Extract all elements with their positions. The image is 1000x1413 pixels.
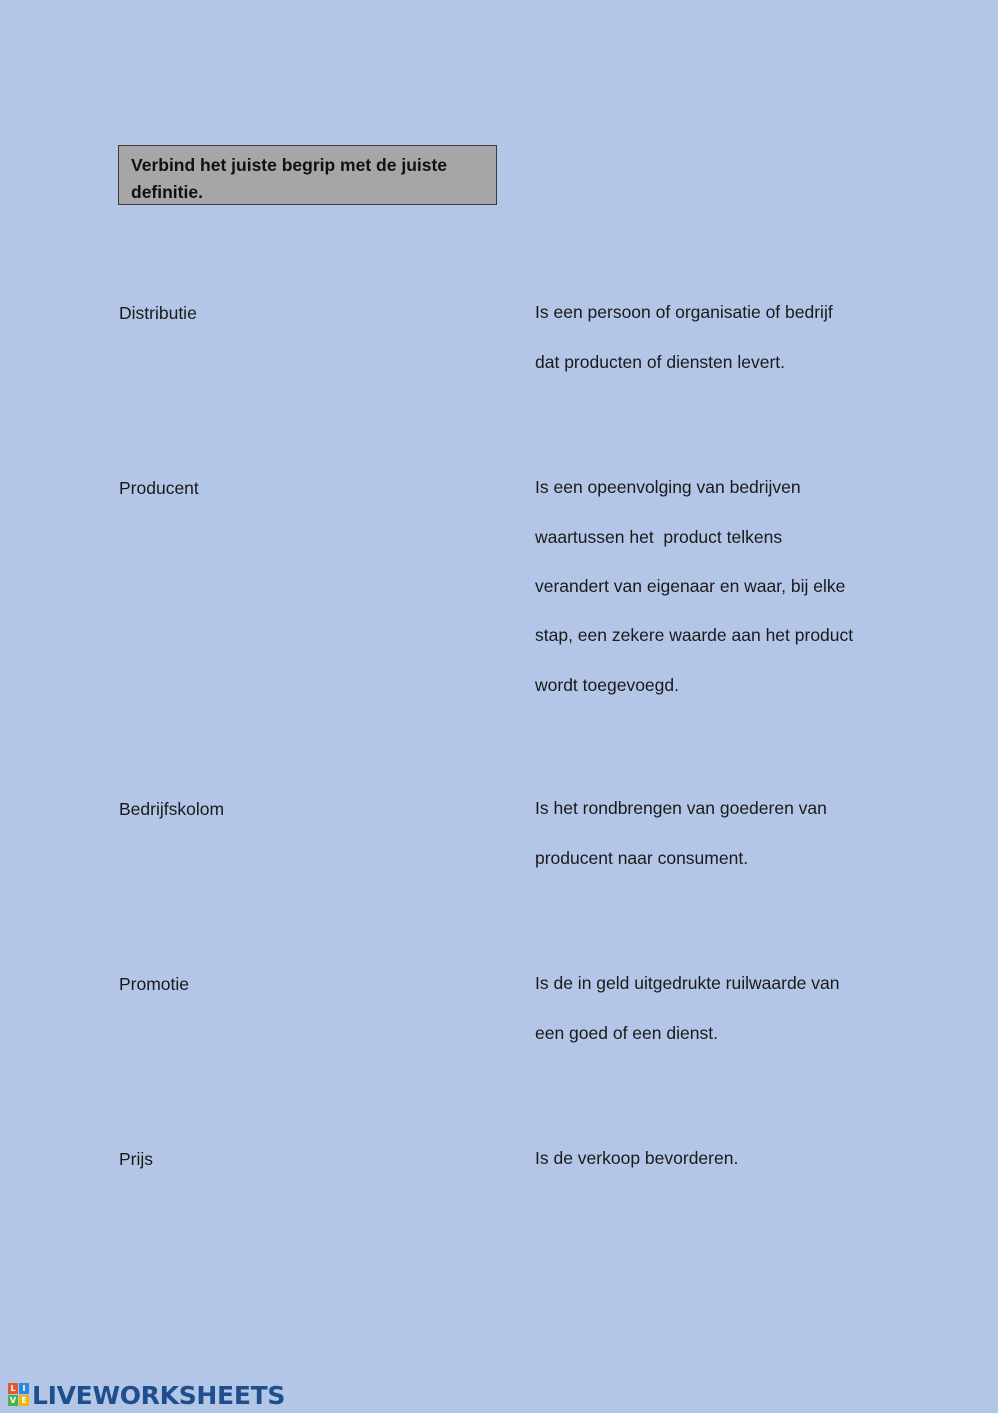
definition-4[interactable]: [535, 959, 895, 1058]
definition-line: Is de in geld uitgedrukte ruilwaarde van: [535, 973, 840, 994]
definition-1[interactable]: [535, 288, 895, 387]
term-promotie[interactable]: Promotie: [119, 974, 190, 994]
logo-mark-icon: L I V E: [8, 1383, 30, 1407]
liveworksheets-logo: [8, 1380, 285, 1410]
definition-line: Is de verkoop bevorderen.: [535, 1148, 739, 1169]
definition-2[interactable]: [535, 463, 895, 709]
definition-line: verandert van eigenaar en waar, bij elke: [535, 576, 846, 596]
definition-line: wordt toegevoegd.: [535, 674, 679, 695]
definition-line: Is het rondbrengen van goederen van: [535, 798, 827, 819]
definition-line: producent naar consument.: [535, 847, 749, 868]
term-bedrijfskolom[interactable]: Bedrijfskolom: [119, 799, 225, 819]
definition-line: dat producten of diensten levert.: [535, 351, 786, 372]
term-producent[interactable]: Producent: [119, 478, 199, 498]
term-prijs[interactable]: Prijs: [119, 1149, 154, 1169]
definition-line: Is een persoon of organisatie of bedrijf: [535, 302, 833, 323]
instruction-text: Verbind het juiste begrip met de juiste definitie.: [131, 155, 448, 202]
term-distributie[interactable]: Distributie: [119, 303, 197, 323]
definition-5[interactable]: [535, 1134, 895, 1183]
definition-line: een goed of een dienst.: [535, 1022, 718, 1043]
definition-line: stap, een zekere waarde aan het product: [535, 625, 854, 646]
definition-line: waartussen het product telkens: [535, 526, 783, 547]
definition-line: Is een opeenvolging van bedrijven: [535, 477, 801, 498]
definition-3[interactable]: [535, 784, 895, 883]
logo-text: LIVEWORKSHEETS: [32, 1380, 286, 1410]
instruction-box: [118, 145, 497, 205]
